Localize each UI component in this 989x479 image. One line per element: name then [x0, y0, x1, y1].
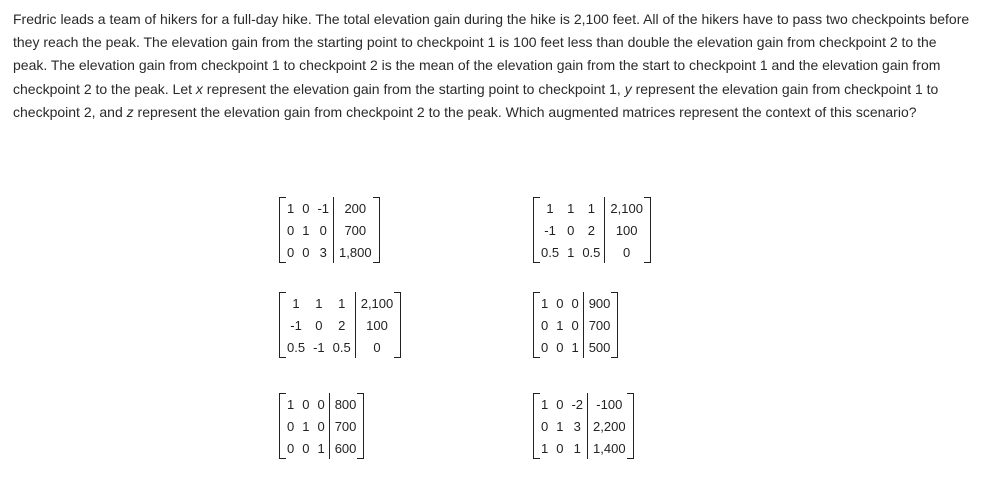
matrix-cell: 0 — [556, 440, 564, 456]
matrix-cell: 0 — [302, 244, 310, 260]
matrix-cell: 100 — [605, 219, 647, 241]
matrix-cell: 1 — [546, 200, 554, 216]
matrix-cell: 1,400 — [588, 437, 630, 459]
matrix-cell: 1,800 — [334, 241, 376, 263]
matrix-cell: 2 — [587, 222, 595, 238]
matrix-cell: 1 — [541, 440, 549, 456]
matrix-option-3[interactable] — [279, 292, 401, 358]
matrix-cell: 900 — [583, 292, 614, 314]
matrix-table — [537, 292, 614, 358]
matrix-cell: 0.5 — [582, 244, 601, 260]
matrix-cell: 0 — [287, 418, 295, 434]
matrix-option-4[interactable] — [533, 292, 618, 358]
matrix-cell: 1 — [573, 440, 581, 456]
matrix-cell: 0 — [302, 440, 310, 456]
matrix-cell: 0 — [315, 317, 323, 333]
matrix-cell: 0 — [605, 241, 647, 263]
matrix-cell: -1 — [317, 200, 330, 216]
matrix-cell: 1 — [292, 295, 300, 311]
matrix-cell: 0 — [556, 339, 564, 355]
matrix-option-2[interactable] — [533, 197, 651, 263]
matrix-cell: 3 — [319, 244, 327, 260]
matrix-cell: 0 — [287, 244, 295, 260]
matrix-cell: 1 — [317, 440, 325, 456]
matrix-cell: 600 — [329, 437, 360, 459]
matrix-cell: 0 — [302, 396, 310, 412]
matrix-table — [283, 197, 376, 263]
variable-y: y — [624, 80, 632, 97]
matrix-cell: -100 — [588, 393, 630, 415]
matrix-cell: 1 — [587, 200, 595, 216]
matrix-cell: 1 — [571, 339, 579, 355]
matrix-cell: 0 — [541, 418, 549, 434]
matrix-cell: 1 — [287, 396, 295, 412]
matrix-cell: 100 — [355, 314, 397, 336]
matrix-cell: 0 — [302, 200, 310, 216]
matrix-option-5[interactable] — [279, 393, 364, 459]
variable-z: z — [126, 103, 134, 120]
matrix-cell: 1 — [541, 396, 549, 412]
matrix-cell: 0 — [567, 222, 575, 238]
matrix-cell: 0 — [355, 336, 397, 358]
matrix-cell: 1 — [556, 418, 564, 434]
matrix-cell: 0 — [287, 222, 295, 238]
matrix-cell: 2 — [338, 317, 346, 333]
question-part-1: Fredric leads a team of hikers for a full-day hike. The total elevation gain during the hike is 2,100 feet. All of the hikers have to pass two checkpoints before they reach the peak. The elevation gain from the starting point to checkpoint 1 is 100 feet less than double the elevation gain from checkpoint 2 to the peak. The elevation gain from checkpoint 1 to checkpoint 2 is the mean of the elevation gain from the start to checkpoint 1 and the elevation gain from checkpoint 2 to the peak. Let — [13, 11, 970, 97]
matrix-cell: 1 — [315, 295, 323, 311]
matrix-cell: 0 — [556, 396, 564, 412]
matrix-table — [283, 393, 360, 459]
matrix-cell: 1 — [338, 295, 346, 311]
matrix-option-6[interactable] — [533, 393, 634, 459]
matrix-cell: 0.5 — [541, 244, 560, 260]
question-part-3: represent the elevation gain from checkpoint 1 to checkpoint 2, and — [13, 80, 939, 120]
matrix-cell: 0.5 — [332, 339, 351, 355]
matrix-cell: 1 — [302, 222, 310, 238]
matrix-cell: 0 — [541, 339, 549, 355]
matrix-cell: 1 — [287, 200, 295, 216]
question-text — [13, 8, 973, 124]
matrix-cell: -1 — [290, 317, 302, 333]
matrix-cell: 200 — [334, 197, 376, 219]
matrix-cell: -2 — [571, 396, 584, 412]
matrix-cell: 1 — [556, 317, 564, 333]
matrix-cell: 2,100 — [605, 197, 647, 219]
matrix-cell: 700 — [334, 219, 376, 241]
matrix-table — [537, 393, 630, 459]
matrix-cell: 700 — [583, 314, 614, 336]
matrix-cell: 2,200 — [588, 415, 630, 437]
matrix-cell: 0 — [317, 418, 325, 434]
matrix-table — [537, 197, 647, 263]
variable-x: x — [195, 80, 203, 97]
matrix-option-1[interactable] — [279, 197, 380, 263]
matrix-cell: 2,100 — [355, 292, 397, 314]
matrix-cell: 700 — [329, 415, 360, 437]
matrix-cell: 0 — [571, 317, 579, 333]
matrix-cell: 500 — [583, 336, 614, 358]
matrix-cell: 0 — [287, 440, 295, 456]
matrix-cell: 0 — [317, 396, 325, 412]
matrix-cell: -1 — [544, 222, 556, 238]
matrix-cell: 0 — [571, 295, 579, 311]
matrix-cell: 0 — [541, 317, 549, 333]
matrix-cell: 0.5 — [287, 339, 306, 355]
matrix-cell: 1 — [541, 295, 549, 311]
matrix-cell: 1 — [567, 244, 575, 260]
matrix-cell: 0 — [319, 222, 327, 238]
question-part-4: represent the elevation gain from checkpoint 2 to the peak. Which augmented matrices represent the context of this scenario? — [133, 103, 917, 120]
matrix-cell: 800 — [329, 393, 360, 415]
matrix-cell: 1 — [567, 200, 575, 216]
matrix-table — [283, 292, 397, 358]
matrix-cell: 1 — [302, 418, 310, 434]
matrix-cell: 3 — [573, 418, 581, 434]
matrix-cell: 0 — [556, 295, 564, 311]
question-part-2: represent the elevation gain from the starting point to checkpoint 1, — [202, 80, 625, 97]
matrix-cell: -1 — [313, 339, 325, 355]
